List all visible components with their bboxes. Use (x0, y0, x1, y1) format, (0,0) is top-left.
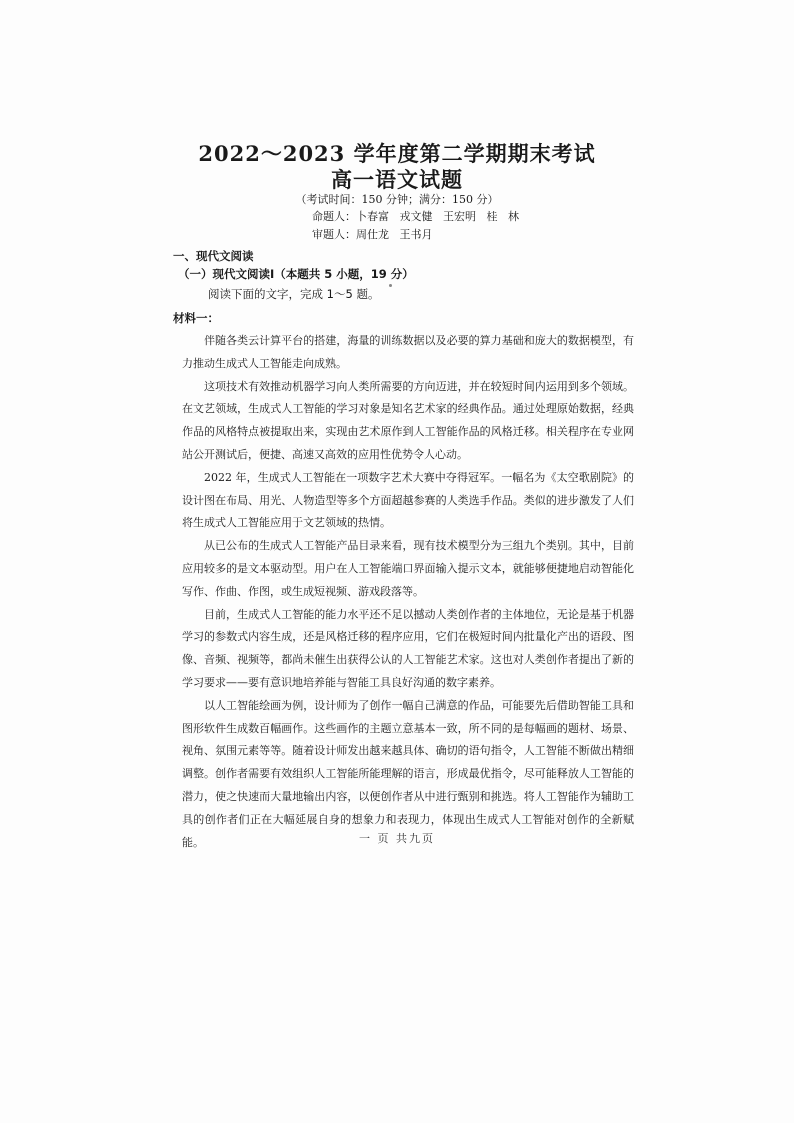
exam-subtitle: 高一语文试题 (331, 167, 463, 192)
scan-speck (389, 284, 392, 287)
exam-title: 2022～2023 学年度第二学期期末考试 (198, 141, 596, 166)
page-footer: 一 页 共九页 (359, 832, 435, 845)
exam-info: （考试时间：150 分钟；满分：150 分） (295, 193, 499, 206)
question-reviewers: 审题人：周仕龙 王书月 (312, 228, 433, 241)
paragraph: 2022 年，生成式人工智能在一项数字艺术大赛中夺得冠军。一幅名为《太空歌剧院》的设计图在布局、用光、人物造型等多个方面超越参赛的人类选手作品。类似的进步激发了人们将生成式人工智能应用于文艺领域的热情。 (182, 470, 634, 530)
paragraph: 伴随各类云计算平台的搭建，海量的训练数据以及必要的算力基础和庞大的数据模型，有力推动生成式人工智能走向成熟。 (182, 334, 634, 370)
subsection-heading: （一）现代文阅读Ⅰ（本题共 5 小题，19 分） (178, 267, 414, 281)
reading-instruction: 阅读下面的文字，完成 1～5 题。 (208, 287, 380, 301)
paragraph: 从已公布的生成式人工智能产品目录来看，现有技术模型分为三组九个类别。其中，目前应用较多的是文本驱动型。用户在人工智能端口界面输入提示文本，就能够便捷地启动智能化写作、作曲、作图，或生成短视频、游戏段落等。 (182, 539, 634, 598)
paragraph: 目前，生成式人工智能的能力水平还不足以撼动人类创作者的主体地位，无论是基于机器学习的参数式内容生成，还是风格迁移的程序应用，它们在极短时间内批量化产出的语段、图像、音频、视频等，都尚未催生出获得公认的人工智能艺术家。这也对人类创作者提出了新的学习要求——要有意识地培养能与智能工具良好沟通的数字素养。 (182, 607, 634, 689)
material-body (182, 330, 634, 854)
paragraph: 这项技术有效推动机器学习向人类所需要的方向迈进，并在较短时间内运用到多个领域。在文艺领域，生成式人工智能的学习对象是知名艺术家的经典作品。通过处理原始数据，经典作品的风格特点被提取出来，实现由艺术原作到人工智能作品的风格迁移。相关程序在专业网站公开测试后，便捷、高速又高效的应用性优势令人心动。 (182, 379, 634, 461)
question-setters: 命题人：卜春富 戎文健 王宏明 桂 林 (312, 210, 519, 223)
paragraph: 以人工智能绘画为例，设计师为了创作一幅自己满意的作品，可能要先后借助智能工具和图形软件生成数百幅画作。这些画作的主题立意基本一致，所不同的是每幅画的题材、场景、视角、氛围元素等等。随着设计师发出越来越具体、确切的语句指令，人工智能不断做出精细调整。创作者需要有效组织人工智能所能理解的语言，形成最优指令，尽可能释放人工智能的潜力，使之快速而大量地输出内容，以便创作者从中进行甄别和挑选。将人工智能作为辅助工具的创作者们正在大幅延展自身的想象力和表现力，体现出生成式人工智能对创作的全新赋能。 (182, 698, 634, 849)
section-heading: 一、现代文阅读 (173, 249, 254, 263)
material-label: 材料一： (173, 311, 219, 325)
